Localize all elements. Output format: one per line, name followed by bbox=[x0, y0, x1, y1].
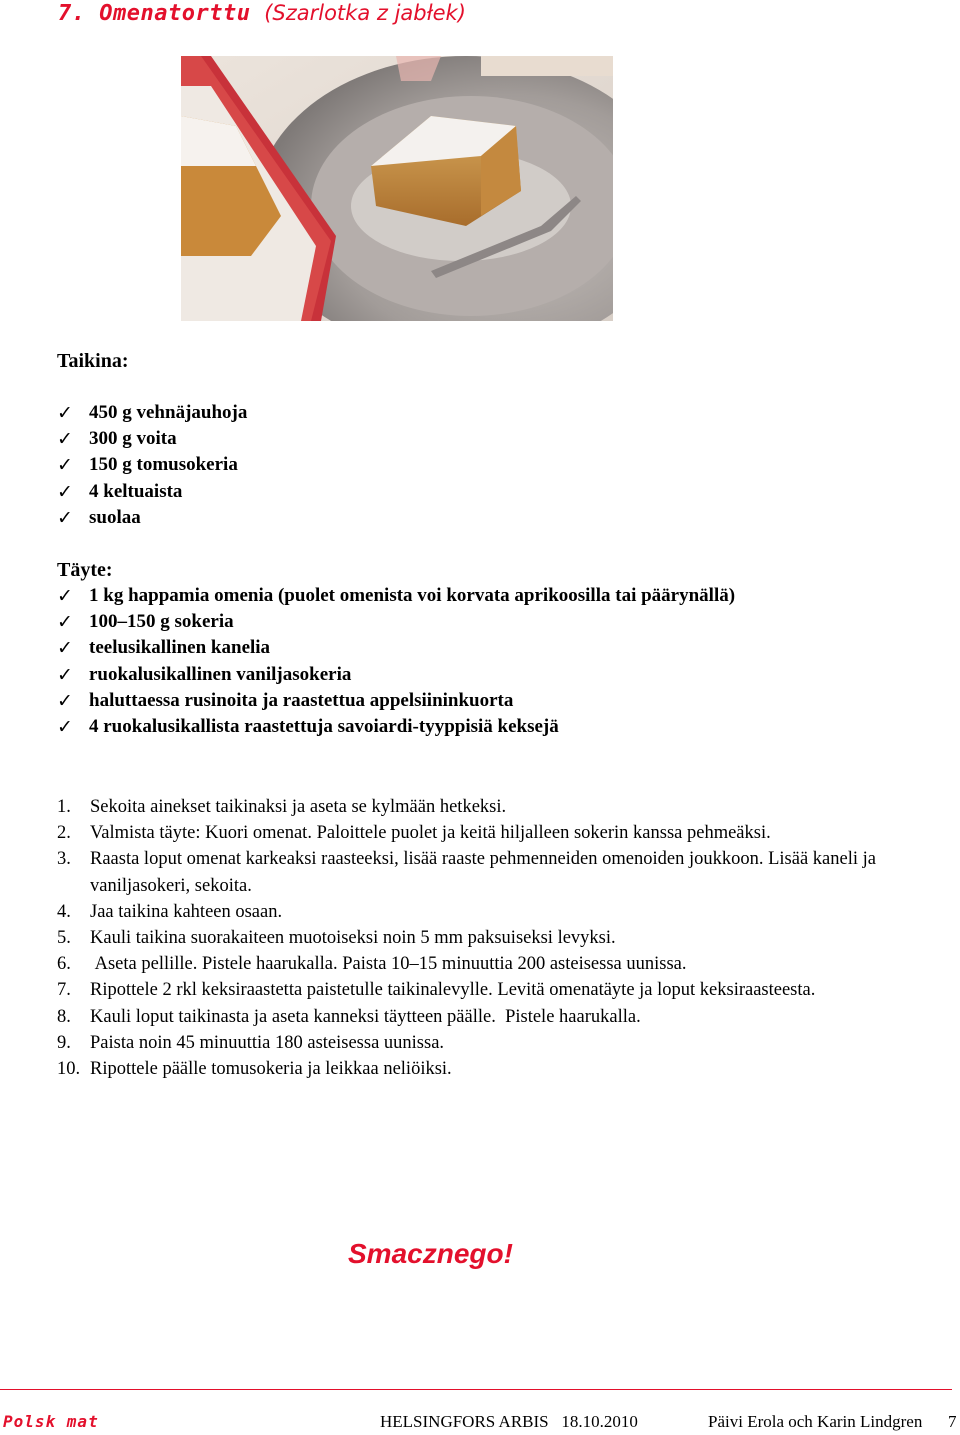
list-item: ✓ 300 g voita bbox=[57, 428, 177, 451]
step-item: 10. Ripottele päälle tomusokeria ja leikkaa neliöiksi. bbox=[57, 1059, 452, 1080]
recipe-subtitle: (Szarlotka z jabłek) bbox=[264, 1, 466, 25]
list-item: ✓ 100–150 g sokeria bbox=[57, 611, 234, 634]
footer-divider bbox=[0, 1389, 952, 1390]
footer-section-name: Polsk mat bbox=[3, 1412, 99, 1431]
list-item: ✓ ruokalusikallinen vaniljasokeria bbox=[57, 663, 352, 686]
closing-greeting: Smacznego! bbox=[348, 1238, 513, 1269]
checkmark-icon: ✓ bbox=[57, 480, 73, 503]
recipe-name: Omenatorttu bbox=[99, 1, 251, 26]
checkmark-icon: ✓ bbox=[57, 663, 73, 686]
filling-heading: Täyte: bbox=[57, 559, 113, 581]
step-item: 9. Paista noin 45 minuuttia 180 asteisessa uunissa. bbox=[57, 1032, 445, 1053]
checkmark-icon: ✓ bbox=[57, 689, 73, 712]
list-item: ✓ haluttaessa rusinoita ja raastettua appelsiininkuorta bbox=[57, 689, 514, 712]
checkmark-icon: ✓ bbox=[57, 506, 73, 529]
step-item: 8. Kauli loput taikinasta ja aseta kanneksi täytteen päälle. Pistele haarukalla. bbox=[57, 1006, 641, 1027]
filling-ingredients bbox=[57, 583, 735, 740]
step-item: 5. Kauli taikina suorakaiteen muotoiseksi noin 5 mm paksuiseksi levyksi. bbox=[57, 928, 616, 949]
step-item: 7. Ripottele 2 rkl keksiraastetta paistetulle taikinalevylle. Levitä omenatäyte ja loput keksiraasteesta. bbox=[57, 980, 816, 1001]
footer-authors: Päivi Erola och Karin Lindgren bbox=[708, 1412, 923, 1431]
step-item: 6. Aseta pellille. Pistele haarukalla. Paista 10–15 minuuttia 200 asteisessa uunissa. bbox=[57, 954, 687, 975]
checkmark-icon: ✓ bbox=[57, 716, 73, 739]
list-item: ✓ 1 kg happamia omenia (puolet omenista voi korvata aprikoosilla tai päärynällä) bbox=[57, 585, 736, 608]
step-item: 3. Raasta loput omenat karkeaksi raasteeksi, lisää raaste pehmenneiden omenoiden joukkoon. Lisää kaneli ja vaniljasokeri, sekoita. bbox=[57, 849, 876, 896]
dough-heading: Taikina: bbox=[57, 350, 129, 372]
page-title bbox=[58, 0, 466, 27]
dough-ingredients bbox=[57, 400, 247, 531]
checkmark-icon: ✓ bbox=[57, 637, 73, 660]
list-item: ✓ 4 keltuaista bbox=[57, 480, 183, 503]
step-item: 2. Valmista täyte: Kuori omenat. Paloittele puolet ja keitä hiljalleen sokerin kanssa pehmeäksi. bbox=[57, 823, 771, 844]
footer-org-date: HELSINGFORS ARBIS 18.10.2010 bbox=[380, 1412, 638, 1431]
checkmark-icon: ✓ bbox=[57, 454, 73, 477]
page-footer bbox=[0, 1409, 960, 1435]
checkmark-icon: ✓ bbox=[57, 428, 73, 451]
list-item: ✓ 150 g tomusokeria bbox=[57, 454, 238, 477]
checkmark-icon: ✓ bbox=[57, 611, 73, 634]
list-item: ✓ 450 g vehnäjauhoja bbox=[57, 402, 248, 425]
instructions-list bbox=[57, 794, 937, 1082]
checkmark-icon: ✓ bbox=[57, 585, 73, 608]
list-item: ✓ 4 ruokalusikallista raastettuja savoiardi-tyyppisiä keksejä bbox=[57, 716, 559, 739]
step-item: 1. Sekoita ainekset taikinaksi ja aseta se kylmään hetkeksi. bbox=[57, 797, 507, 817]
list-item: ✓ teelusikallinen kanelia bbox=[57, 637, 271, 660]
list-item: ✓ suolaa bbox=[57, 506, 141, 529]
page-number: 7 bbox=[948, 1412, 957, 1431]
section-number: 7. bbox=[58, 1, 86, 26]
apple-cake-photo bbox=[181, 56, 613, 321]
step-item: 4. Jaa taikina kahteen osaan. bbox=[57, 901, 283, 922]
checkmark-icon: ✓ bbox=[57, 402, 73, 425]
